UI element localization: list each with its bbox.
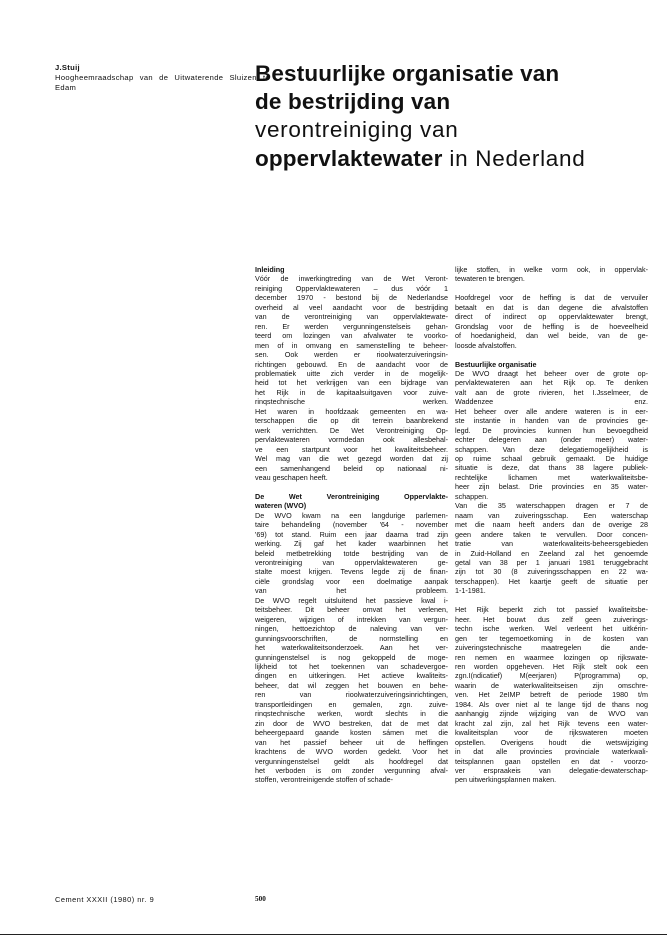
text-line: heid tot het verkrijgen van een bijdrage van	[255, 378, 448, 388]
text-line: het waterkwaliteitsonderzoek. Aan het ver-	[255, 643, 448, 653]
text-line: Vóór de inwerkingtreding van de Wet Veront-	[255, 274, 448, 284]
text-line: lijke stoffen, in welke vorm ook, in oppervlak-	[455, 265, 648, 274]
text-line: tewateren te brengen.	[455, 274, 525, 284]
text-line: pen uitwerkingsplannen maken.	[455, 775, 557, 785]
section-inleiding	[255, 265, 448, 482]
title-line-4-bold: oppervlaktewater	[255, 145, 443, 171]
author-name: J.Stuij	[55, 63, 80, 72]
text-line: naam van zuiveringsschap. Een waterschap	[455, 510, 648, 520]
text-line: schappen.	[455, 491, 489, 501]
author-affiliation: Hoogheemraadschap van de Uitwaterende Sluizen te Edam	[55, 72, 270, 92]
title-line-1: Bestuurlijke organisatie van	[255, 61, 560, 86]
text-line: kracht zal zijn, zal het Rijk tevens een water-	[455, 718, 648, 728]
text-line: echter delegeren aan (onder meer) water-	[455, 435, 648, 445]
text-line: problematiek uitte zich verder in de mogelijk-	[255, 368, 448, 378]
text-line: veau geschapen heeft.	[255, 472, 328, 482]
text-line: zin door de WVO bestreken, dat de met dat	[255, 718, 448, 728]
text-line: gen ter tegemoetkoming in de kosten van	[455, 633, 648, 643]
text-line: dingen en uitkeringen. Het actieve kwaliteits-	[255, 671, 448, 681]
text-line: december 1970 - bestond bij de Nederlandse	[255, 293, 448, 303]
text-line: op ruime schaal gebruik gemaakt. De huidige	[455, 454, 648, 464]
text-line: zgn.I(ndicatief) M(eerjaren) P(programma) op,	[455, 671, 648, 681]
text-line: van het probleem.	[255, 586, 448, 596]
text-line: techn ische werken. Wel verleent het uitkérin-	[455, 624, 648, 634]
text-line: krachtens de WVO worden gedekt. Voor het	[255, 747, 448, 757]
text-line: Waddenzee enz.	[455, 397, 648, 407]
section-heading: wateren (WVO)	[255, 501, 307, 511]
text-line: of hoedanigheid, dan wel beide, van de ge-	[455, 331, 648, 341]
article-title	[255, 60, 665, 173]
text-line: gunningenstelsel is nog gekoppeld de moge-	[255, 652, 448, 662]
section-heading: De Wet Verontreiniging Oppervlakte-	[255, 491, 448, 501]
text-line: Het beheer over alle andere wateren is in eer-	[455, 406, 648, 416]
text-line: teerd om lozingen van afvalwater te voorko-	[255, 331, 448, 341]
text-line: heer. Het bouwt dus zelf geen zuiverings-	[455, 614, 648, 624]
title-line-4	[255, 145, 665, 173]
text-line: weigeren, wijzigen of intrekken van vergun-	[255, 614, 448, 624]
text-line: Het waren in hoofdzaak gemeenten en wa-	[255, 406, 448, 416]
text-line: direct of indirect op oppervlaktewater brengt,	[455, 312, 648, 322]
text-line: Van die 35 waterschappen dragen er 7 de	[455, 501, 648, 511]
text-line: ningen, hettoezichtop de naleving van ver-	[255, 624, 448, 634]
text-column-right	[455, 265, 648, 785]
text-line: terschappen). Het kaartje geeft de situatie per	[455, 576, 648, 586]
paragraph-gap	[455, 350, 648, 359]
text-line: valt aan de grote rivieren, het I.Jsselmeer, de	[455, 387, 648, 397]
text-line: zijn tot 30 (8 zuiveringsschappen en 22 wa-	[455, 567, 648, 577]
text-line: ciële grondslag voor een doelmatige aanpak	[255, 576, 448, 586]
text-line: het verboden is om zonder vergunning afval-	[255, 766, 448, 775]
title-line-2: de bestrijding van	[255, 89, 451, 115]
text-line: De WVO draagt het beheer over de grote op-	[455, 368, 648, 378]
text-line: getal van 38 per 1 januari 1981 teruggebracht	[455, 558, 648, 568]
text-line: aanhangig zijnde wijziging van de WVO van	[455, 709, 648, 719]
journal-footer: Cement XXXII (1980) nr. 9	[55, 895, 155, 904]
text-line: opstellen. Overigens houdt die wetswijziging	[455, 737, 648, 747]
section-wvo	[255, 492, 448, 785]
text-line: ren van rioolwaterzuiveringsinrichtingen,	[255, 690, 448, 700]
text-line: van de verontreiniging van oppervlaktewate-	[255, 312, 448, 322]
text-line: Wel mag van die wet gezegd worden dat zij	[255, 454, 448, 464]
text-line: werk verrichtten. De Wet Verontreiniging Op-	[255, 425, 448, 435]
text-line: '69) tot stand. Ruim een jaar daarna trad zijn	[255, 529, 448, 539]
text-line: kwaliteitsplan voor de rijkswateren moeten	[455, 728, 648, 738]
text-line: pervlaktewateren aan het Rijk op. Te denken	[455, 378, 648, 388]
text-line: heer zijn belast. Drie provincies en 35 water-	[455, 482, 648, 492]
text-line: tratie van waterkwaliteits-beheersgebieden	[455, 539, 648, 549]
text-line: situatie is deze, dat thans 38 lagere publiek-	[455, 463, 648, 473]
text-line: vergunningenstelsel geldt als hoofdregel dat	[255, 756, 448, 766]
text-line: rechtelijke lichamen met waterkwaliteitsbe-	[455, 472, 648, 482]
page-number: 500	[255, 895, 266, 903]
section-c2-p4	[455, 605, 648, 785]
title-line-3: verontreiniging van	[255, 117, 459, 143]
text-line: met die naam heeft anders dan de overige 28	[455, 520, 648, 530]
text-line: in Zuid-Holland en Zeeland zal het genoemde	[455, 548, 648, 558]
text-line: 1-1-1981.	[455, 586, 486, 596]
text-line: Grondslag voor de heffing is de hoeveelheid	[455, 321, 648, 331]
text-line: 1984. Als over niet al te lange tijd de thans nog	[455, 699, 648, 709]
text-line: stoffen, verontreinigende stoffen of schade-	[255, 775, 393, 785]
text-line: zuiveringstechnische maatregelen die ande-	[455, 643, 648, 653]
section-heading: Inleiding	[255, 265, 285, 274]
text-line: geen andere taken te vervullen. Door concen-	[455, 529, 648, 539]
text-line: ren worden opgeheven. Het Rijk stelt ook een	[455, 661, 648, 671]
text-line: reiniging Oppervlaktewateren – dus vóór 1	[255, 283, 448, 293]
text-line: beleid metbetrekking totde bestrijding van de	[255, 548, 448, 558]
paragraph-gap	[455, 284, 648, 293]
text-line: schappen. Van deze delegatiemogelijkheid is	[455, 444, 648, 454]
text-line: beheer, dat wil zeggen het bouwen en behe-	[255, 680, 448, 690]
text-line: legd. De provincies kunnen hun bevoegdheid	[455, 425, 648, 435]
text-line: terschappen die op dit terrein baanbrekend	[255, 416, 448, 426]
bottom-rule	[0, 934, 667, 935]
text-line: Het Rijk beperkt zich tot passief kwaliteitsbe-	[455, 605, 648, 615]
section-c2-p2	[455, 293, 648, 350]
paragraph-gap	[255, 482, 448, 491]
text-line: stalte moest krijgen. Tevens legde zij de finan-	[255, 567, 448, 577]
text-line: rinqstechnische werken, wordt slechts in die	[255, 709, 448, 719]
text-line: betaalt en dat is dan degene die afvalstoffen	[455, 302, 648, 312]
text-line: men of in omvang en samenstelling te beheer-	[255, 340, 448, 350]
text-line: teitsbeheer. Dit beheer omvat het verlenen,	[255, 605, 448, 615]
text-line: een samenhangend beleid op nationaal ni-	[255, 463, 448, 473]
text-line: ven. Het 2eIMP betreft de periode 1980 t/m	[455, 690, 648, 700]
text-line: pervlaktewateren vormdedan ook allesbehal-	[255, 435, 448, 445]
text-line: ve een startpunt voor het kwaliteitsbeheer.	[255, 444, 448, 454]
paragraph-gap	[455, 596, 648, 605]
text-line: loosde afvalstoffen.	[455, 340, 517, 350]
text-line: teitsplannen gaan opstellen en dat - voorzo-	[455, 756, 648, 766]
text-line: De WVO regelt uitsluitend het passieve kwal i-	[255, 595, 448, 605]
text-line: rinqstechnische werken.	[255, 397, 448, 407]
text-line: ren. Er werden vergunningenstelseis gehan-	[255, 321, 448, 331]
text-line: ste instantie in handen van de provincies ge-	[455, 416, 648, 426]
text-line: ver erspraakeis van delegatie-dewaterschap-	[455, 765, 648, 775]
author-block	[55, 63, 270, 93]
text-line: lijkheid tot het toekennen van schadevergoe-	[255, 662, 448, 672]
text-line: richtingen gebouwd. En de aandacht voor de	[255, 359, 448, 369]
text-line: het Rijk in de kapitaalsuitgaven voor zuive-	[255, 387, 448, 397]
text-line: taire behandeling (november '64 - november	[255, 520, 448, 530]
text-line: sen. Ook werden er rioolwaterzuiveringsin-	[255, 350, 448, 360]
section-bestuurlijke	[455, 360, 648, 596]
text-line: werking. Zij gaf het kader waarbinnen het	[255, 539, 448, 549]
section-heading: Bestuurlijke organisatie	[455, 359, 537, 369]
text-column-left	[255, 265, 448, 785]
text-line: De WVO kwam na een langdurige parlemen-	[255, 510, 448, 520]
text-line: ren nemen en waarmee lozingen op rijkswate-	[455, 652, 648, 662]
text-line: van het passief beheer uit de heffingen	[255, 737, 448, 747]
text-line: verontreiniging van oppervlaktewateren ge-	[255, 558, 448, 568]
text-line: overheid al veel aandacht voor de bestrijding	[255, 302, 448, 312]
text-line: beheergepaard gaande kosten sámen met die	[255, 728, 448, 738]
text-line: waarin de waterkwaliteitseisen zijn omschre-	[455, 680, 648, 690]
title-line-4-rest: in Nederland	[442, 145, 586, 171]
section-c2-p1	[455, 265, 648, 284]
text-line: transportleidingen en gemalen, zgn. zuive-	[255, 699, 448, 709]
text-line: Hoofdregel voor de heffing is dat de vervuiler	[455, 293, 648, 303]
text-line: gunningsvoorschriften, de normstelling en	[255, 633, 448, 643]
text-line: in dat alle provincies provinciale waterkwali-	[455, 747, 648, 757]
